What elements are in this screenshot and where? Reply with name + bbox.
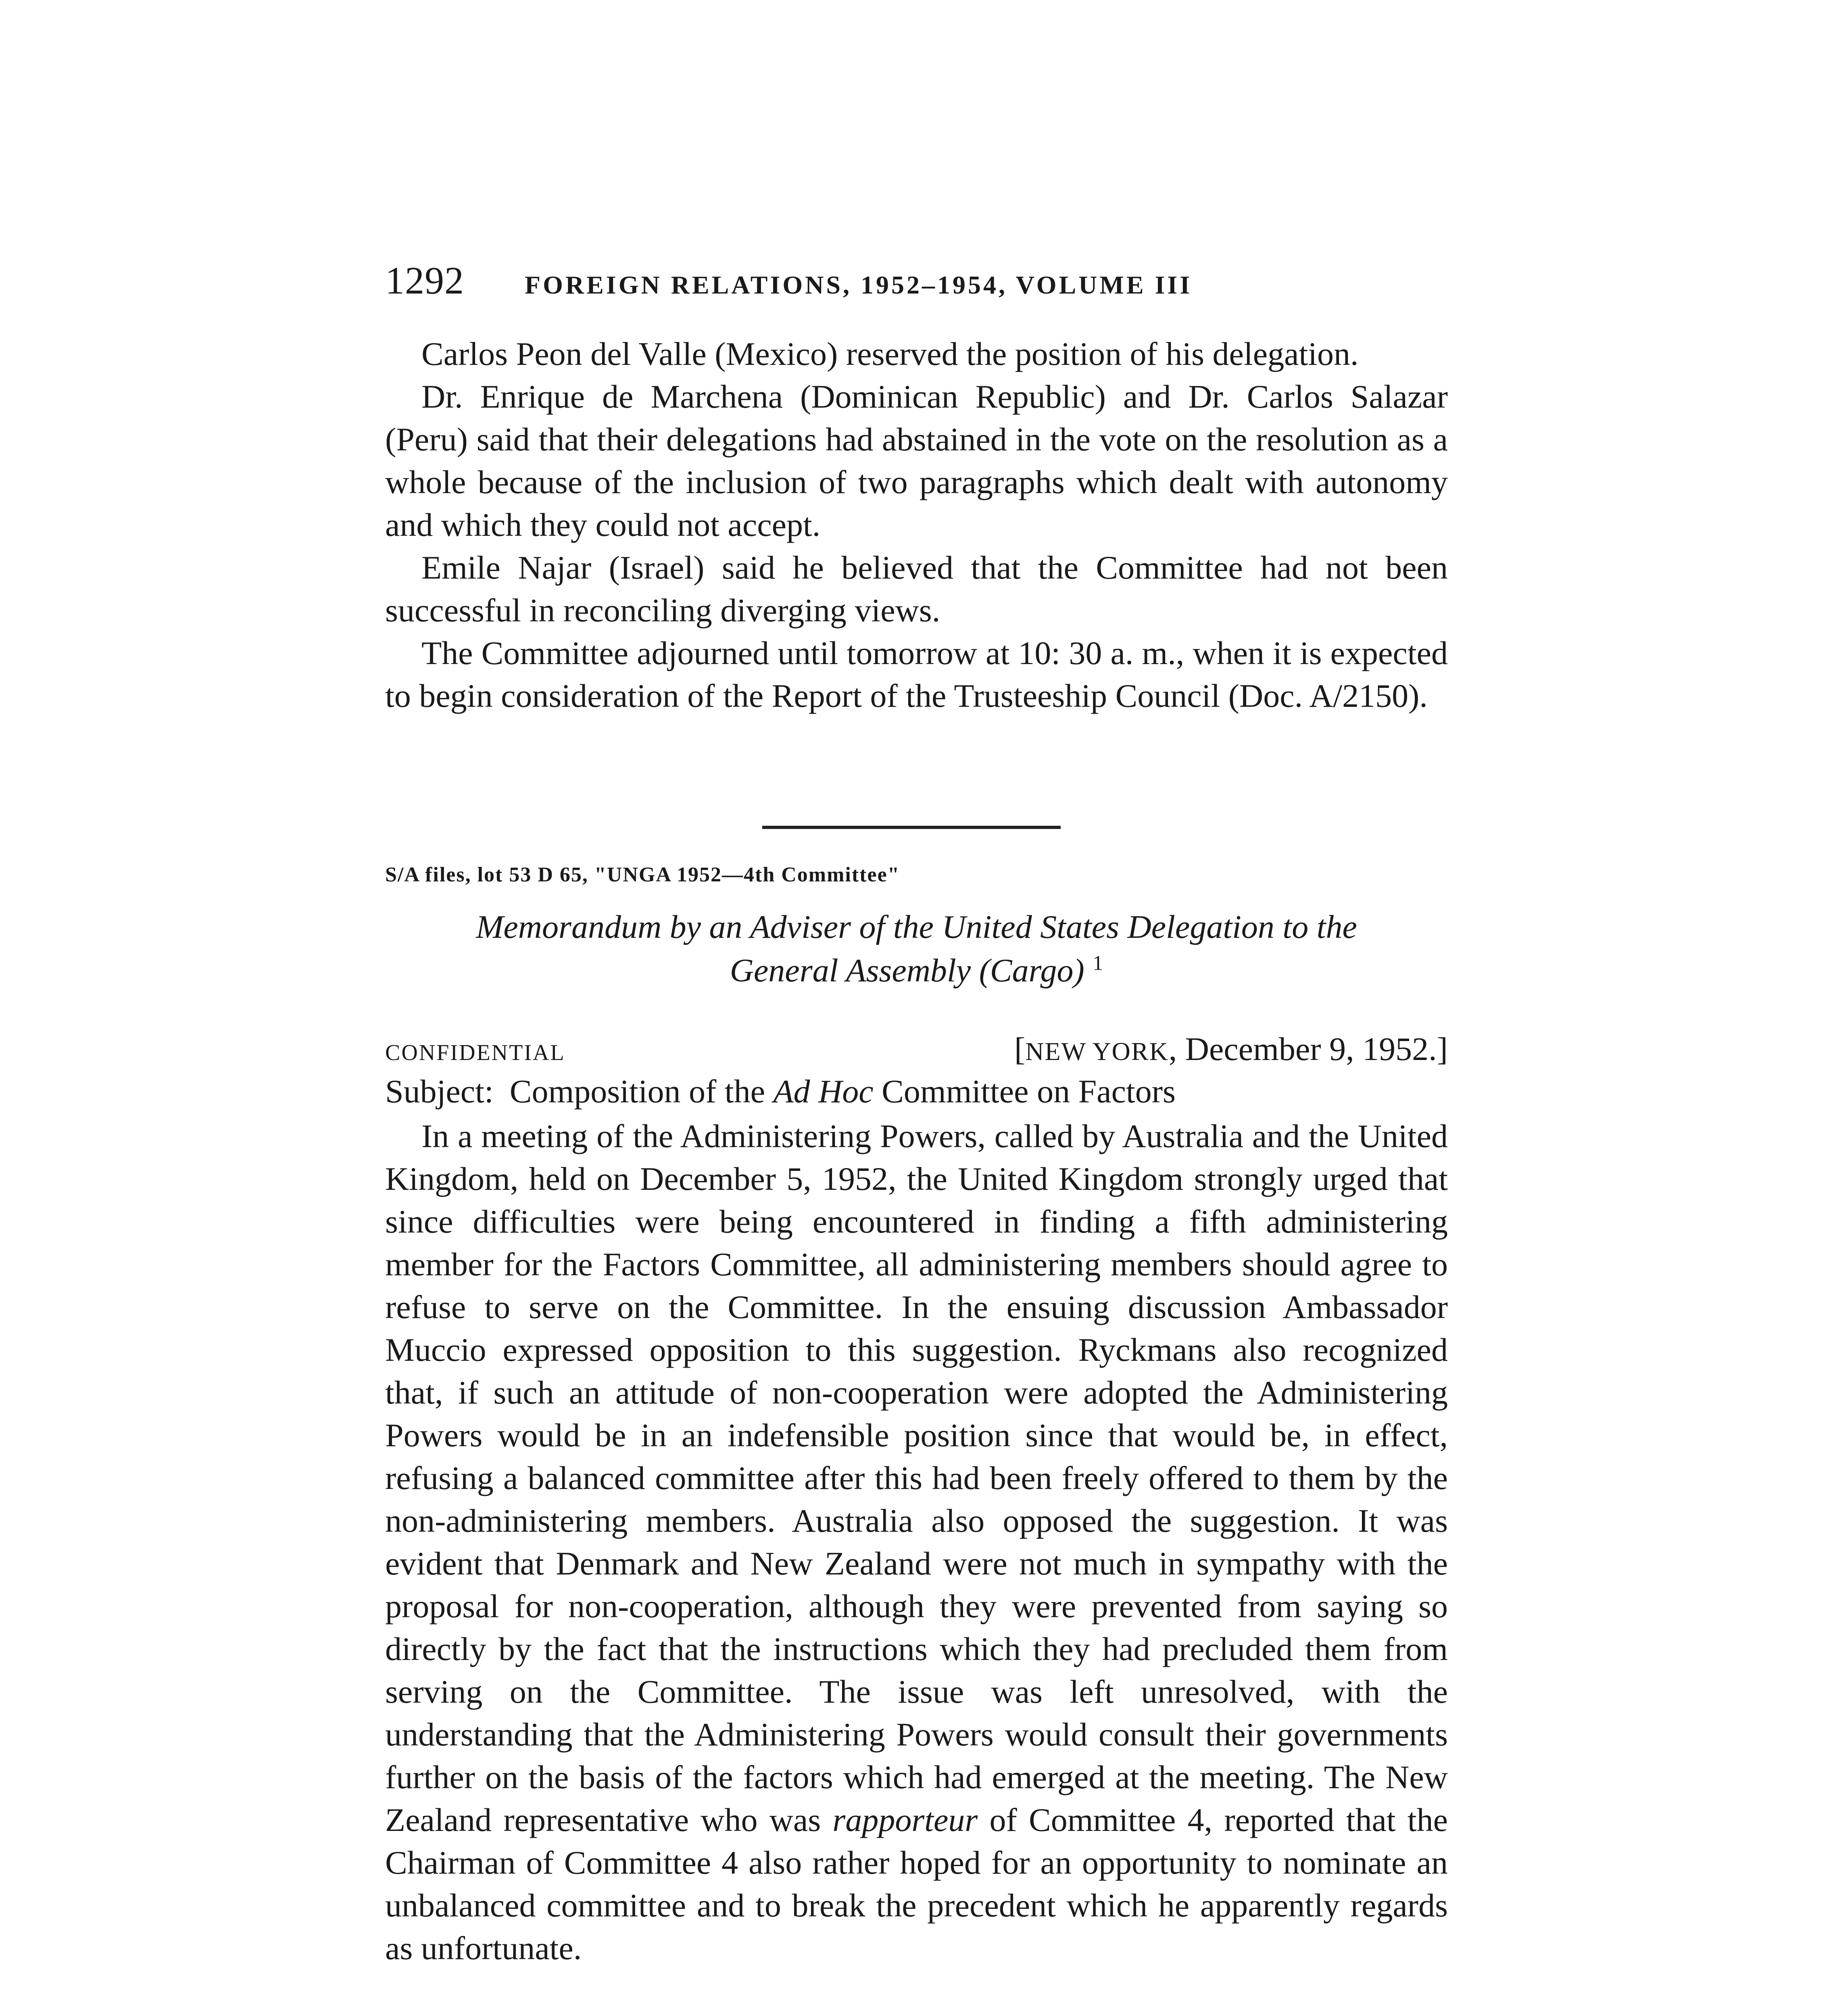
body-text-part-1: In a meeting of the Administering Powers, called by Australia and the United Kingdom, held on December 5, 1952, the United Kingdom strongly urged that since difficulties were being encountered in finding a fifth administering member for the Factors Committee, all administering members should agree to refuse to serve on the Committee. In the ensuing discussion Ambassador Muccio expressed opposition to this suggestion. Ryckmans also recognized that, if such an attitude of non-cooperation were adopted the Administering Powers would be in an indefensible position since that would be, in effect, refusing a balanced committee after this had been freely offered to them by the non-administering members. Australia also opposed the suggestion. It was evident that Denmark and New Zealand were not much in sympathy with the proposal for non-cooperation, although they were prevented from saying so directly by the fact that the instructions which they had precluded them from serving on the Committee. The issue was left unresolved, with the understanding that the Administering Powers would consult their governments further on the basis of the factors which had emerged at the meeting. The New Zealand representative who was [385, 1118, 1448, 1838]
memorandum-paragraph [385, 1115, 1448, 1970]
subject-label: Subject: [385, 1073, 494, 1110]
subject-text-pre: Composition of the [509, 1073, 765, 1110]
subject-text-italic: Ad Hoc [773, 1073, 874, 1110]
classification-row [385, 1030, 1448, 1068]
paragraph-mexico: Carlos Peon del Valle (Mexico) reserved the position of his delegation. [421, 335, 1359, 372]
dateline-place: NEW YORK [1025, 1037, 1169, 1066]
classification-label: CONFIDENTIAL [385, 1040, 565, 1065]
footnote-reference: 1 [1093, 952, 1103, 975]
paragraph-adjournment: The Committee adjourned until tomorrow at 10: 30 a. m., when it is expected to begin consideration of the Report of the Trusteeship Council (Doc. A/2150). [385, 635, 1448, 714]
body-text-part-2: of Committee 4, reported that the Chairman of Committee 4 also rather hoped for an opportunity to nominate an unbalanced committee and to break the precedent which he apparently regards as unfortunate. [385, 1801, 1448, 1966]
subject-text-post: Committee on Factors [882, 1073, 1176, 1110]
memorandum-body [385, 1115, 1448, 1970]
dateline-open: [ [1014, 1031, 1026, 1067]
dateline [1014, 1030, 1448, 1068]
preceding-text [385, 333, 1448, 717]
page-number: 1292 [385, 259, 464, 302]
title-line-2-text: General Assembly (Cargo) [730, 952, 1084, 989]
subject-line [385, 1073, 1448, 1110]
source-note: S/A files, lot 53 D 65, "UNGA 1952—4th Committee" [385, 863, 900, 886]
paragraph-israel: Emile Najar (Israel) said he believed that the Committee had not been successful in reconciling diverging views. [385, 549, 1448, 629]
section-divider [762, 826, 1061, 829]
page-header [385, 258, 1448, 306]
title-line-2 [385, 949, 1448, 992]
title-line-1: Memorandum by an Adviser of the United States Delegation to the [476, 908, 1357, 945]
running-title: FOREIGN RELATIONS, 1952–1954, VOLUME III [525, 271, 1193, 299]
document-title [385, 905, 1448, 992]
body-text-italic: rapporteur [832, 1801, 978, 1838]
paragraph-dominican-peru: Dr. Enrique de Marchena (Dominican Republic) and Dr. Carlos Salazar (Peru) said that their delegations had abstained in the vote on the resolution as a whole because of the inclusion of two paragraphs which dealt with autonomy and which they could not accept. [385, 378, 1448, 543]
dateline-date: , December 9, 1952.] [1168, 1031, 1448, 1067]
